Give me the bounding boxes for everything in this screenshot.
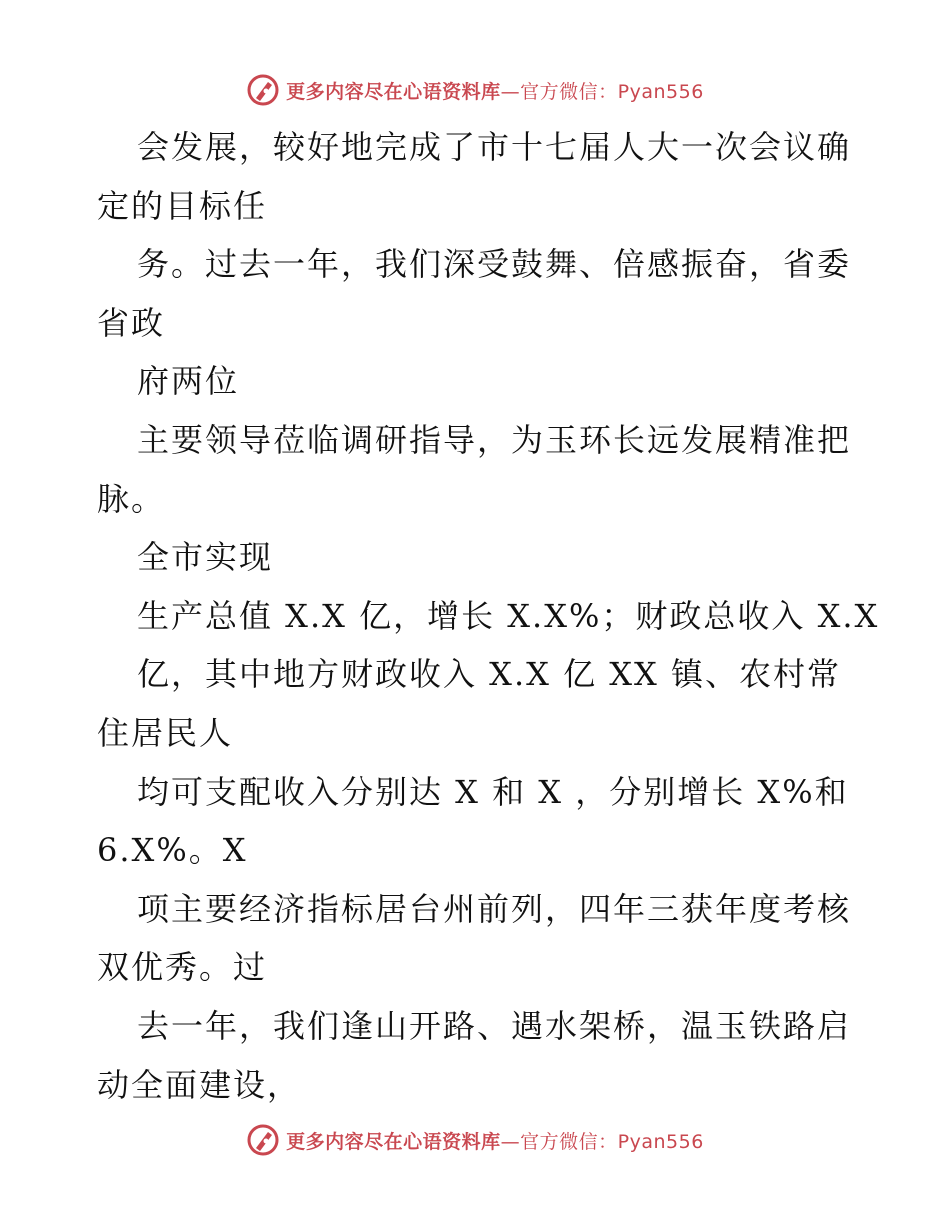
text-line: 均可支配收入分别达 X 和 X ，分别增长 X%和 (137, 772, 849, 811)
text-line: 脉。 (97, 479, 166, 518)
text-line: 全市实现 (137, 538, 274, 577)
text-line: 双优秀。过 (97, 948, 268, 987)
text-line: 府两位 (137, 362, 240, 401)
footer-brand-text: 更多内容尽在心语资料库 (286, 1130, 501, 1153)
footer-wechat-text: 官方微信：Pyan556 (520, 1130, 704, 1153)
text-line: 定的目标任 (97, 186, 268, 225)
text-line: 住居民人 (97, 713, 234, 752)
text-line: 生产总值 X.X 亿，增长 X.X%；财政总收入 X.X (137, 596, 880, 635)
text-line: 6.X%。X (97, 831, 248, 870)
header-separator: — (500, 80, 521, 103)
footer-banner (0, 1120, 950, 1160)
text-line: 省政 (97, 303, 166, 342)
pen-logo-icon (246, 73, 280, 107)
text-line: 主要领导莅临调研指导，为玉环长远发展精准把 (137, 420, 852, 459)
header-brand-text: 更多内容尽在心语资料库 (286, 80, 501, 103)
pen-logo-icon (246, 1123, 280, 1157)
text-line: 亿，其中地方财政收入 X.X 亿 XX 镇、农村常 (137, 655, 841, 694)
text-line: 会发展，较好地完成了市十七届人大一次会议确 (137, 128, 852, 166)
text-line: 务。过去一年，我们深受鼓舞、倍感振奋，省委 (137, 245, 852, 284)
header-text (286, 77, 704, 104)
footer-text (286, 1127, 704, 1154)
text-line: 动全面建设， (97, 1065, 302, 1104)
document-body (97, 118, 880, 1114)
text-line: 项主要经济指标居台州前列，四年三获年度考核 (137, 889, 852, 928)
text-line: 去一年，我们逢山开路、遇水架桥，温玉铁路启 (137, 1006, 852, 1045)
header-banner (0, 70, 950, 110)
footer-separator: — (500, 1130, 521, 1153)
header-wechat-text: 官方微信：Pyan556 (520, 80, 704, 103)
